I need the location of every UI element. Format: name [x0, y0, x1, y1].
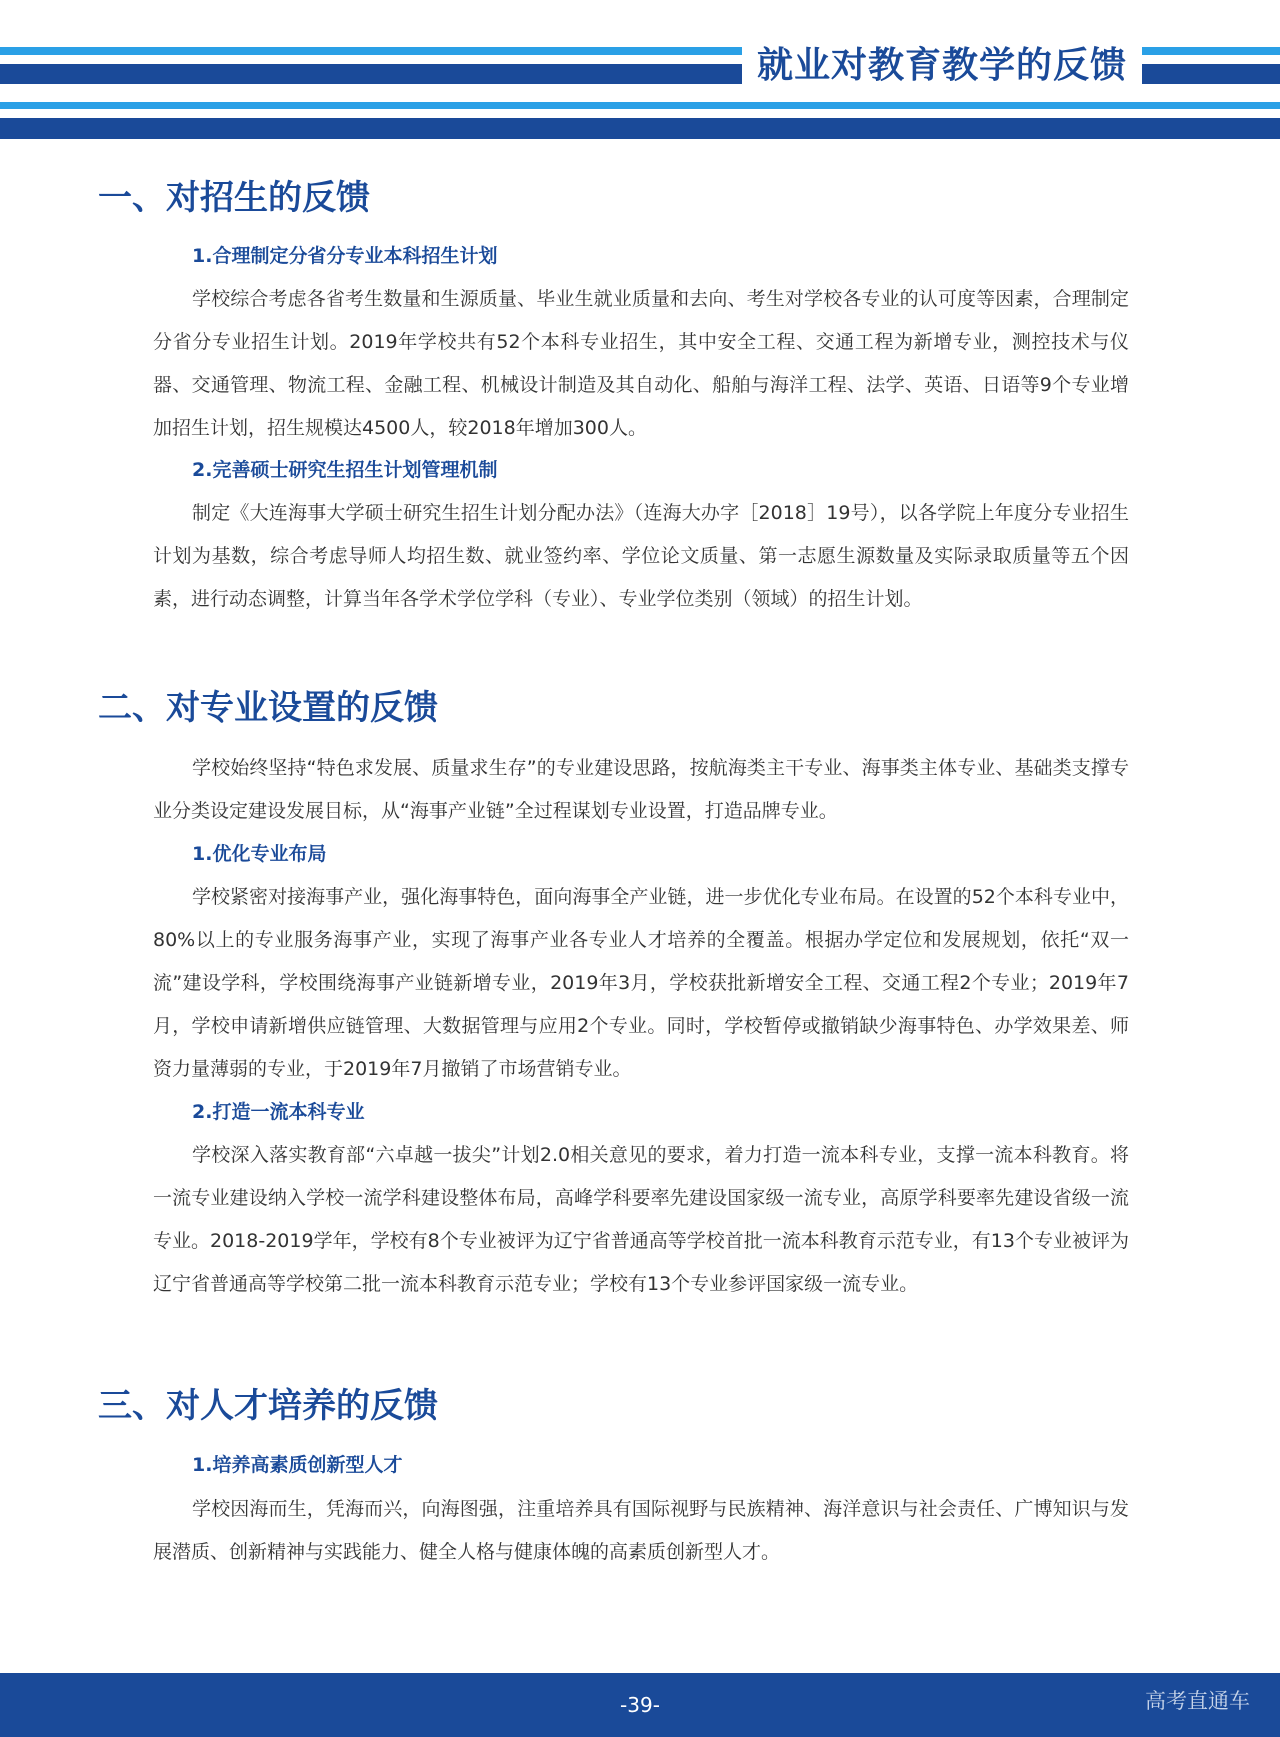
header-title: 就业对教育教学的反馈: [756, 45, 1127, 86]
page-footer: [0, 1673, 1280, 1737]
header-stripe-light-full: [0, 102, 1280, 109]
section-title-major-setting: 二、对专业设置的反馈: [98, 688, 438, 728]
paragraph: 学校紧密对接海事产业，强化海事特色，面向海事全产业链，进一步优化专业布局。在设置的52个本科专业中，80%以上的专业服务海事产业，实现了海事产业各专业人才培养的全覆盖。根据办学定位和发展规划，依托“双一流”建设学科，学校围绕海事产业链新增专业，2019年3月，学校获批新增安全工程、交通工程2个专业；2019年7月，学校申请新增供应链管理、大数据管理与应用2个专业。同时，学校暂停或撤销缺少海事特色、办学效果差、师资力量薄弱的专业，于2019年7月撤销了市场营销专业。: [153, 886, 1129, 1080]
section-title-talent-cultivation: 三、对人才培养的反馈: [98, 1386, 438, 1426]
paragraph: 学校深入落实教育部“六卓越一拔尖”计划2.0相关意见的要求，着力打造一流本科专业，支撑一流本科教育。将一流专业建设纳入学校一流学科建设整体布局，高峰学科要率先建设国家级一流专业，高原学科要率先建设省级一流专业。2018-2019学年，学校有8个专业被评为辽宁省普通高等学校首批一流本科教育示范专业，有13个专业被评为辽宁省普通高等学校第二批一流本科教育示范专业；学校有13个专业参评国家级一流专业。: [153, 1144, 1129, 1295]
paragraph: 学校综合考虑各省考生数量和生源质量、毕业生就业质量和去向、考生对学校各专业的认可度等因素，合理制定分省分专业招生计划。2019年学校共有52个本科专业招生，其中安全工程、交通工程为新增专业，测控技术与仪器、交通管理、物流工程、金融工程、机械设计制造及其自动化、船舶与海洋工程、法学、英语、日语等9个专业增加招生计划，招生规模达4500人，较2018年增加300人。: [153, 288, 1129, 439]
subsection-title: 1.合理制定分省分专业本科招生计划: [192, 245, 498, 267]
subsection-title: 1.培养高素质创新型人才: [192, 1454, 403, 1476]
subsection-title: 2.打造一流本科专业: [192, 1101, 365, 1123]
header-stripe-dark-full: [0, 118, 1280, 139]
subsection-title: 1.优化专业布局: [192, 843, 327, 865]
paragraph: 学校始终坚持“特色求发展、质量求生存”的专业建设思路，按航海类主干专业、海事类主体专业、基础类支撑专业分类设定建设发展目标，从“海事产业链”全过程谋划专业设置，打造品牌专业。: [153, 757, 1129, 822]
header-stripe-dark-right: [1142, 64, 1280, 84]
header-stripe-light: [0, 47, 742, 55]
section-title-enrollment: 一、对招生的反馈: [98, 178, 370, 218]
page-number: -39-: [620, 1693, 660, 1717]
header-stripe-light-right: [1142, 47, 1280, 55]
page-header: [0, 0, 1280, 145]
paragraph: 学校因海而生，凭海而兴，向海图强，注重培养具有国际视野与民族精神、海洋意识与社会责任、广博知识与发展潜质、创新精神与实践能力、健全人格与健康体魄的高素质创新型人才。: [153, 1498, 1129, 1563]
paragraph: 制定《大连海事大学硕士研究生招生计划分配办法》（连海大办字［2018］19号），以各学院上年度分专业招生计划为基数，综合考虑导师人均招生数、就业签约率、学位论文质量、第一志愿生源数量及实际录取质量等五个因素，进行动态调整，计算当年各学术学位学科（专业）、专业学位类别（领域）的招生计划。: [153, 502, 1129, 610]
brand-watermark: 高考直通车: [1145, 1689, 1250, 1713]
subsection-title: 2.完善硕士研究生招生计划管理机制: [192, 459, 498, 481]
header-stripe-dark: [0, 64, 742, 84]
